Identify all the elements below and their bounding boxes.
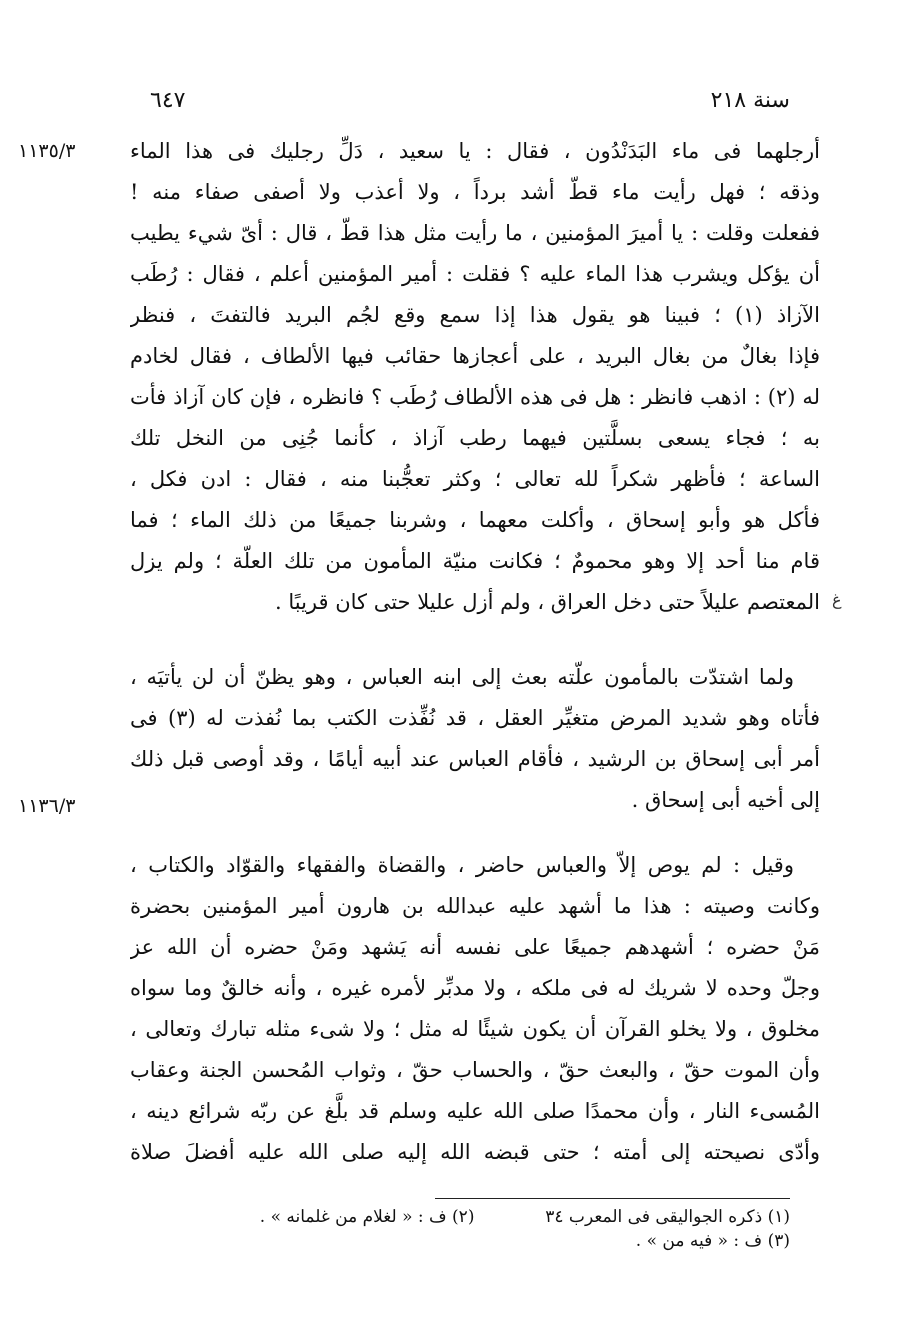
- text-line: فأتاه وهو شديد المرض متغيِّر العقل ، قد نُفِّذت الكتب بما نُفذت له (٣) فى: [130, 706, 820, 730]
- text-line: ففعلت وقلت : يا أميرَ المؤمنين ، ما رأيت مثل هذا قطّ ، قال : أىّ شيء يطيب: [130, 221, 820, 245]
- footnote-row: [170, 1205, 790, 1229]
- paragraph: [130, 131, 820, 623]
- footnotes: [170, 1205, 790, 1253]
- text-line: مخلوق ، ولا يخلو القرآن أن يكون شيئًا له مثل ؛ ولا شىء مثله تبارك وتعالى ،: [130, 1017, 820, 1041]
- text-line: له (٢) : اذهب فانظر : هل فى هذه الألطاف رُطَب ؟ فانظره ، فإن كان آزاذ فأت: [130, 385, 820, 409]
- text-line: الآزاذ (١) ؛ فبينا هو يقول هذا إذا سمع وقع لجُم البريد فالتفتَ ، فنظر: [130, 303, 820, 327]
- text-line: أمر أبى إسحاق بن الرشيد ، فأقام العباس عند أبيه أيامًا ، وقد أوصى قبل ذلك: [130, 747, 820, 771]
- footnote-row: [170, 1229, 790, 1253]
- text-line: وكانت وصيته : هذا ما أشهد عليه عبدالله بن هارون أمير المؤمنين بحضرة: [130, 894, 820, 918]
- text-line: وجلّ وحده لا شريك له فى ملكه ، ولا مدبِّر لأمره غيره ، وأنه خالقٌ وما سواه: [130, 976, 820, 1000]
- text-line: وقيل : لم يوص إلاّ والعباس حاضر ، والقضاة والفقهاء والقوّاد والكتاب ،: [130, 853, 794, 877]
- page-number: ٦٤٧: [150, 88, 186, 113]
- text-line: المعتصم عليلاً حتى دخل العراق ، ولم أزل عليلا حتى كان قريبًا .: [274, 590, 820, 614]
- text-line: وأدّى نصيحته إلى أمته ؛ حتى قبضه الله إليه صلى الله عليه أفضلَ صلاة: [130, 1140, 820, 1164]
- text-line: قام منا أحد إلا وهو محمومٌ ؛ فكانت منيّة المأمون من تلك العلّة ؛ ولم يزل: [130, 549, 820, 573]
- text-line: ولما اشتدّت بالمأمون علّته بعث إلى ابنه العباس ، وهو يظنّ أن لن يأتيَه ،: [130, 665, 794, 689]
- text-line: المُسىء النار ، وأن محمدًا صلى الله عليه وسلم قد بلَّغ عن ربّه شرائع دينه ،: [130, 1099, 820, 1123]
- marginal-mark: غ: [832, 590, 842, 609]
- text-line: أرجلهما فى ماء البَدَنْدُون ، فقال : يا سعيد ، دَلِّ رجليك فى هذا الماء: [130, 139, 820, 163]
- paragraph: [130, 657, 820, 821]
- footnote-rule: [435, 1198, 790, 1199]
- text-line: وذقه ؛ فهل رأيت ماء قطّ أشد برداً ، ولا أعذب ولا أصفى صفاء منه !: [130, 180, 820, 204]
- text-line: أن يؤكل ويشرب هذا الماء عليه ؟ فقلت : أمير المؤمنين أعلم ، فقال : رُطَب: [130, 262, 820, 286]
- text-line: إلى أخيه أبى إسحاق .: [631, 788, 820, 812]
- text-line: به ؛ فجاء يسعى بسلَّتين فيهما رطب آزاذ ، كأنما جُنِى من النخل تلك: [130, 426, 820, 450]
- footnote-3: (٣) ف : « فيه من » .: [635, 1231, 790, 1251]
- running-head: [150, 88, 790, 118]
- text-line: فإذا بغالٌ من بغال البريد ، على أعجازها حقائب فيها الألطاف ، فقال لخادم: [130, 344, 820, 368]
- running-head-year: سنة ٢١٨: [710, 88, 790, 113]
- margin-reference: ١١٣٦/٣: [18, 795, 76, 817]
- margin-reference: ١١٣٥/٣: [18, 140, 76, 162]
- text-line: فأكل هو وأبو إسحاق ، وأكلت معهما ، وشربنا جميعًا من ذلك الماء ؛ فما: [130, 508, 820, 532]
- footnote-2: (٢) ف : « لغلام من غلمانه » .: [259, 1207, 475, 1227]
- text-line: وأن الموت حقّ ، والبعث حقّ ، والحساب حقّ ، وثواب المُحسن الجنة وعقاب: [130, 1058, 820, 1082]
- footnote-1: (١) ذكره الجواليقى فى المعرب ٣٤: [545, 1207, 790, 1227]
- paragraph: [130, 845, 820, 1173]
- text-line: الساعة ؛ فأظهر شكراً لله تعالى ؛ وكثر تعجُّبنا منه ، فقال : ادن فكل ،: [130, 467, 820, 491]
- text-line: مَنْ حضره ؛ أشهدهم جميعًا على نفسه أنه يَشهد ومَنْ حضره أن الله عز: [130, 935, 820, 959]
